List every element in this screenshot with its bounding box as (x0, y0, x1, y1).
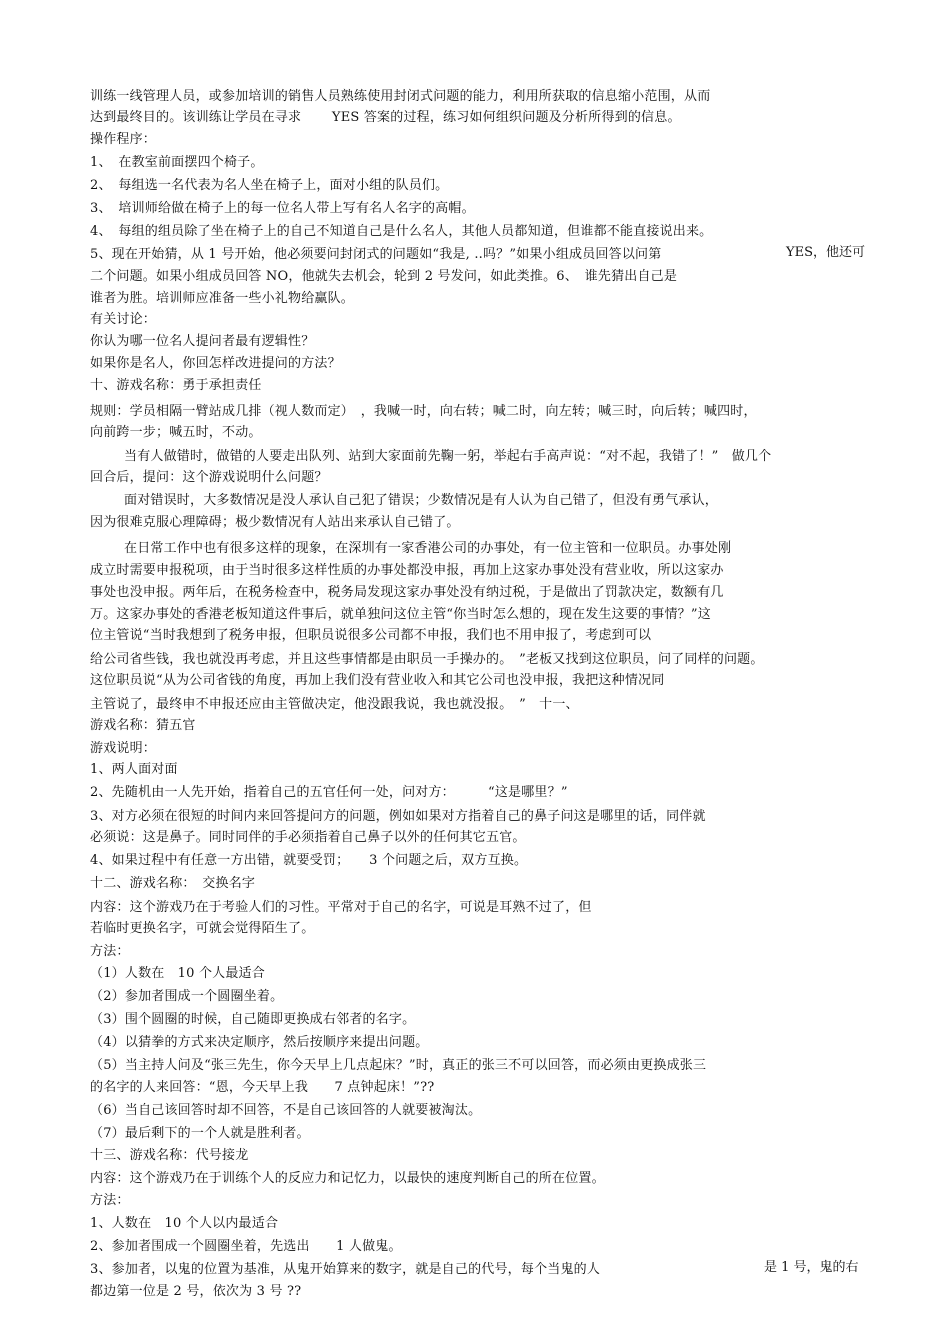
section-heading: 方法： (90, 944, 130, 959)
text-line: 向前跨一步；喊五时，不动。 (90, 425, 262, 440)
list-item: （2）参加者围成一个圆圈坐着。 (90, 989, 284, 1004)
list-item: 2、先随机由一人先开始，指着自己的五官任何一处，问对方： “这是哪里？” (90, 785, 568, 800)
text-line: 内容：这个游戏乃在于训练个人的反应力和记忆力，以最快的速度判断自己的所在位置。 (90, 1171, 605, 1186)
section-heading: 十二、游戏名称： 交换名字 (90, 876, 256, 891)
text-line: 若临时更换名字，可就会觉得陌生了。 (90, 921, 315, 936)
text-line: 必须说：这是鼻子。同时同伴的手必须指着自己鼻子以外的任何其它五官。 (90, 830, 526, 845)
text-line: 当有人做错时，做错的人要走出队列、站到大家面前先鞠一躬，举起右手高声说：“对不起，我错了！” 做几个 (124, 449, 772, 464)
section-heading: 游戏说明： (90, 741, 157, 756)
text-line: 你认为哪一位名人提问者最有逻辑性？ (90, 334, 315, 349)
section-heading: 操作程序： (90, 132, 157, 147)
text-line: 的名字的人来回答：“恩，今天早上我 7 点钟起床！”?? (90, 1080, 435, 1095)
text-line: 都边第一位是 2 号，依次为 3 号 ?? (90, 1284, 302, 1299)
section-heading: 有关讨论： (90, 312, 157, 327)
list-item: 4、如果过程中有任意一方出错，就要受罚； 3 个问题之后，双方互换。 (90, 853, 528, 868)
section-heading: 方法： (90, 1193, 130, 1208)
list-item: （1）人数在 10 个人最适合 (90, 966, 265, 981)
section-heading: 游戏名称：猜五官 (90, 718, 196, 733)
list-item: 1、 在教室前面摆四个椅子。 (90, 155, 264, 170)
text-line: 事处也没申报。两年后，在税务检查中，税务局发现这家办事处没有纳过税，于是做出了罚款决定，数额有几 (90, 585, 724, 600)
text-line: 达到最终目的。该训练让学员在寻求 YES 答案的过程，练习如何组织问题及分析所得到的信息。 (90, 110, 681, 125)
list-item: 2、参加者围成一个圆圈坐着，先选出 1 人做鬼。 (90, 1239, 402, 1254)
list-item: 4、 每组的组员除了坐在椅子上的自己不知道自己是什么名人，其他人员都知道，但谁都不能直接说出来。 (90, 224, 713, 239)
list-item: 3、对方必须在很短的时间内来回答提问方的问题，例如如果对方指着自己的鼻子问这是哪里的话，同伴就 (90, 809, 706, 824)
text-line: 如果你是名人，你回怎样改进提问的方法？ (90, 356, 341, 371)
list-item: （6）当自己该回答时却不回答，不是自己该回答的人就要被淘汰。 (90, 1103, 482, 1118)
text-line: 规则：学员相隔一臂站成几排（视人数而定） ，我喊一时，向右转；喊二时，向左转；喊三时，向后转；喊四时， (90, 404, 757, 419)
side-note: 是 1 号，鬼的右 (764, 1260, 859, 1275)
text-line: 训练一线管理人员，或参加培训的销售人员熟练使用封闭式问题的能力，利用所获取的信息缩小范围，从而 (90, 89, 711, 104)
text-line: 这位职员说“从为公司省钱的角度，再加上我们没有营业收入和其它公司也没申报，我把这种情况同 (90, 673, 665, 688)
list-item: （5）当主持人问及“张三先生，你今天早上几点起床？”时，真正的张三不可以回答，而必须由更换成张三 (90, 1058, 707, 1073)
text-line: 给公司省些钱，我也就没再考虑，并且这些事情都是由职员一手操办的。 ”老板又找到这位职员，问了同样的问题。 (90, 652, 764, 667)
list-item: 2、 每组选一名代表为名人坐在椅子上，面对小组的队员们。 (90, 178, 449, 193)
list-item: 1、两人面对面 (90, 762, 178, 777)
text-line: 位主管说“当时我想到了税务申报，但职员说很多公司都不申报，我们也不用申报了，考虑到可以 (90, 628, 652, 643)
text-line: 在日常工作中也有很多这样的现象，在深圳有一家香港公司的办事处，有一位主管和一位职员。办事处刚 (124, 541, 732, 556)
side-note: YES，他还可 (786, 245, 865, 260)
list-item: 3、 培训师给做在椅子上的每一位名人带上写有名人名字的高帽。 (90, 201, 475, 216)
list-item: 3、参加者，以鬼的位置为基准，从鬼开始算来的数字，就是自己的代号，每个当鬼的人 (90, 1262, 601, 1277)
text-line: 万。这家办事处的香港老板知道这件事后，就单独问这位主管“你当时怎么想的，现在发生这要的事情？”这 (90, 607, 711, 622)
text-line: 回合后，提问：这个游戏说明什么问题？ (90, 470, 328, 485)
list-item: （3）围个圆圈的时候，自己随即更换成右邻者的名字。 (90, 1012, 416, 1027)
text-line: 谁者为胜。培训师应准备一些小礼物给赢队。 (90, 291, 355, 306)
text-line: 成立时需要申报税项，由于当时很多这样性质的办事处都没申报，再加上这家办事处没有营业收，所以这家办 (90, 563, 724, 578)
list-item: （4）以猜拳的方式来决定顺序，然后按顺序来提出问题。 (90, 1035, 429, 1050)
text-line: 主管说了，最终申不申报还应由主管做决定，他没跟我说，我也就没报。 ” 十一、 (90, 697, 579, 712)
section-heading: 十、游戏名称：勇于承担责任 (90, 378, 262, 393)
list-item: 5、现在开始猜，从 1 号开始，他必须要问封闭式的问题如“我是, ..吗？”如果小组成员回答以问第 (90, 247, 662, 262)
list-item: 1、人数在 10 个人以内最适合 (90, 1216, 279, 1231)
text-line: 内容：这个游戏乃在于考验人们的习性。平常对于自己的名字，可说是耳熟不过了，但 (90, 900, 592, 915)
text-line: 面对错误时，大多数情况是没人承认自己犯了错误；少数情况是有人认为自己错了，但没有勇气承认， (124, 493, 719, 508)
list-item: （7）最后剩下的一个人就是胜利者。 (90, 1126, 310, 1141)
text-line: 二个问题。如果小组成员回答 NO，他就失去机会，轮到 2 号发问，如此类推。6、 谁先猜出自己是 (90, 269, 678, 284)
text-line: 因为很难克服心理障碍；极少数情况有人站出来承认自己错了。 (90, 515, 460, 530)
section-heading: 十三、游戏名称：代号接龙 (90, 1148, 249, 1163)
